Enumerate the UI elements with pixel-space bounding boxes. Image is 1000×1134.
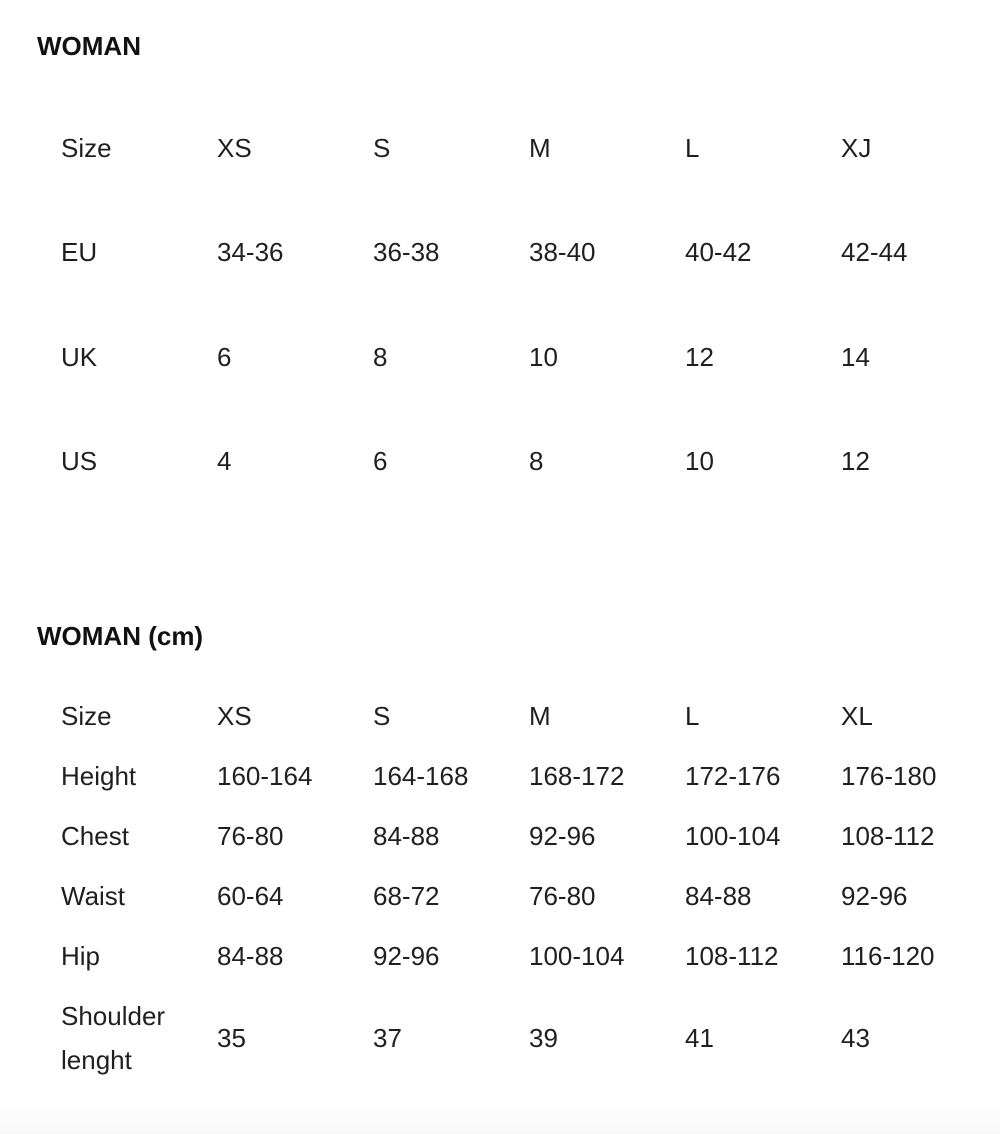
table-cell: 10	[529, 341, 558, 372]
table-row	[37, 866, 973, 926]
table-cell: 84-88	[217, 941, 284, 971]
table-cell: 160-164	[217, 761, 313, 791]
row-label: US	[61, 446, 98, 477]
table-header-row	[37, 686, 973, 746]
table-row	[37, 986, 973, 1090]
table-cell: 172-176	[685, 761, 781, 791]
table-cell: 168-172	[529, 761, 625, 791]
table-cell: 8	[373, 341, 388, 372]
table-cell: XL	[841, 701, 873, 731]
body-measurements-table	[37, 686, 973, 1090]
table-cell: 36-38	[373, 237, 440, 268]
table-cell: 12	[685, 341, 714, 372]
table-cell: 43	[841, 1023, 870, 1053]
table-cell: 176-180	[841, 761, 937, 791]
table-header-row	[37, 96, 973, 201]
table-cell: M	[529, 132, 551, 163]
table-cell: 164-168	[373, 761, 469, 791]
table-cell: XJ	[841, 132, 872, 163]
table-cell: 108-112	[685, 941, 779, 971]
table-cell: 68-72	[373, 881, 440, 911]
table-row	[37, 746, 973, 806]
row-label: Height	[61, 761, 137, 791]
table-cell: 84-88	[373, 821, 440, 851]
table-cell: 14	[841, 341, 870, 372]
row-label: EU	[61, 237, 98, 268]
table-cell: 116-120	[841, 941, 935, 971]
row-label: UK	[61, 341, 98, 372]
table-cell: 60-64	[217, 881, 284, 911]
table-cell: L	[685, 701, 700, 731]
table-cell: Size	[61, 132, 112, 163]
section-title-woman: WOMAN	[37, 31, 141, 61]
table-cell: 34-36	[217, 237, 284, 268]
table-cell: 108-112	[841, 821, 935, 851]
table-row	[37, 926, 973, 986]
table-cell: 100-104	[685, 821, 781, 851]
table-cell: S	[373, 132, 391, 163]
table-cell: 38-40	[529, 237, 596, 268]
table-cell: 4	[217, 446, 232, 477]
table-cell: 92-96	[373, 941, 440, 971]
table-cell: 12	[841, 446, 870, 477]
table-cell: 35	[217, 1023, 246, 1053]
table-cell: M	[529, 701, 551, 731]
table-cell: 40-42	[685, 237, 752, 268]
section-title-woman-cm: WOMAN (cm)	[37, 621, 204, 651]
table-cell: 6	[217, 341, 232, 372]
page-bottom-edge	[0, 1104, 1000, 1134]
table-cell: 42-44	[841, 237, 908, 268]
row-label: Waist	[61, 881, 126, 911]
table-row	[37, 410, 973, 515]
table-cell: 84-88	[685, 881, 752, 911]
table-cell: XS	[217, 132, 252, 163]
table-cell: 41	[685, 1023, 714, 1053]
row-label: Hip	[61, 941, 101, 971]
table-cell: XS	[217, 701, 252, 731]
table-cell: 92-96	[841, 881, 908, 911]
table-row	[37, 806, 973, 866]
table-cell: 37	[373, 1023, 402, 1053]
table-row	[37, 201, 973, 306]
table-cell: 6	[373, 446, 388, 477]
row-label: Chest	[61, 821, 129, 851]
table-cell: Size	[61, 701, 112, 731]
size-conversion-table	[37, 96, 973, 514]
table-cell: 92-96	[529, 821, 596, 851]
table-cell: S	[373, 701, 391, 731]
table-row	[37, 305, 973, 410]
row-label: Shoulder lenght	[61, 1001, 166, 1075]
table-cell: 76-80	[217, 821, 284, 851]
table-cell: 10	[685, 446, 714, 477]
table-cell: L	[685, 132, 700, 163]
table-cell: 8	[529, 446, 544, 477]
table-cell: 39	[529, 1023, 558, 1053]
table-cell: 76-80	[529, 881, 596, 911]
table-cell: 100-104	[529, 941, 625, 971]
